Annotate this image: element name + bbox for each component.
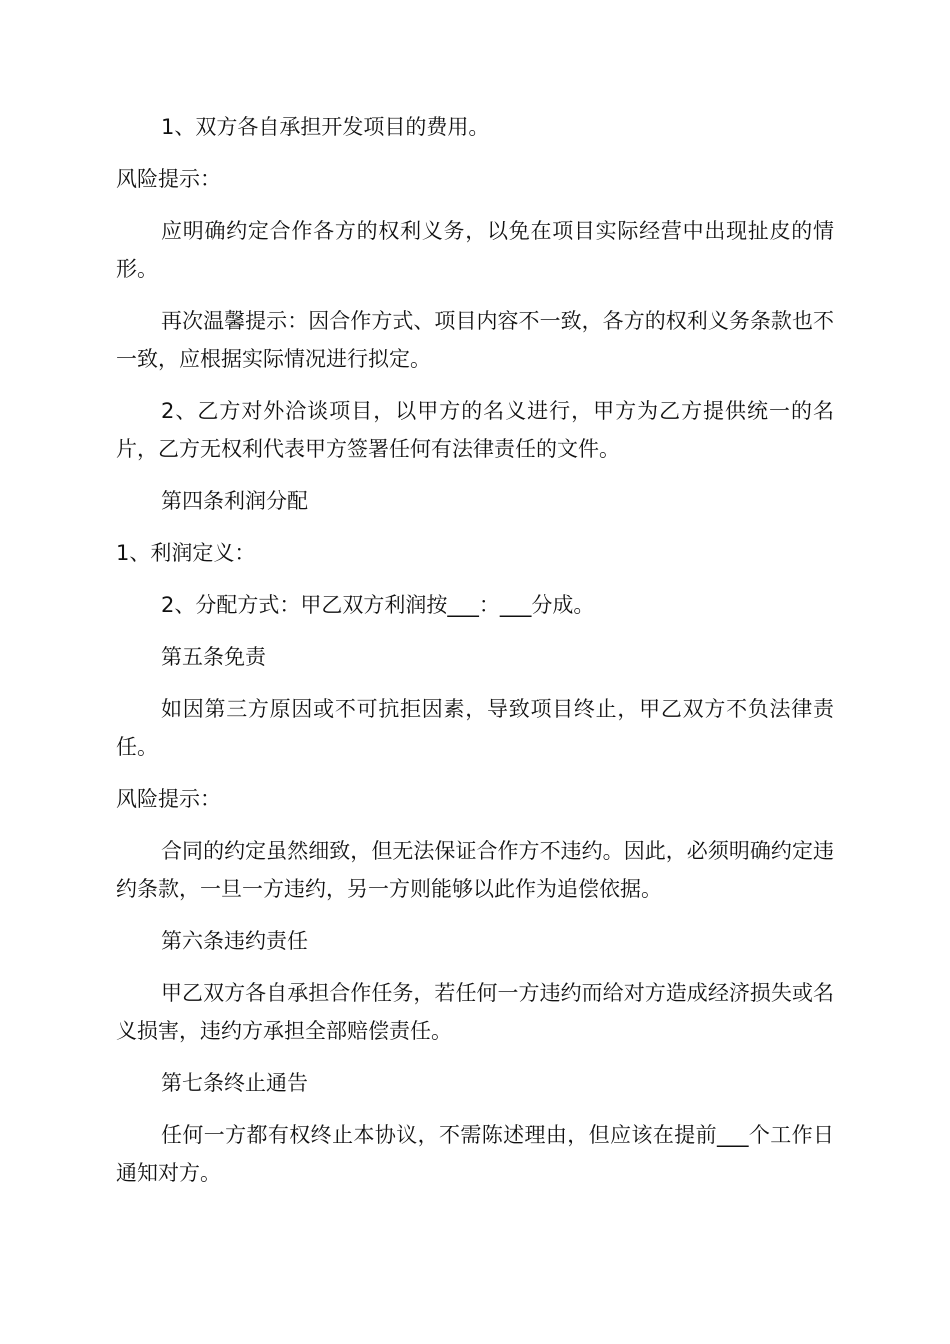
- article-6-heading: 第六条违约责任: [161, 929, 308, 953]
- termination-notice-text: 任何一方都有权终止本协议，不需陈述理由，但应该在提前___个工作日通知对方。: [116, 1123, 834, 1185]
- clause-1-costs: 1、双方各自承担开发项目的费用。: [161, 115, 490, 139]
- article-5-heading: 第五条免责: [161, 645, 266, 669]
- risk-tip-heading: 风险提示：: [116, 167, 221, 191]
- risk-tip-text-2: 合同的约定虽然细致，但无法保证合作方不违约。因此，必须明确约定违约条款，一旦一方违约，另一方则能够以此作为追偿依据。: [116, 839, 834, 901]
- risk-tip-text: 应明确约定合作各方的权利义务，以免在项目实际经营中出现扯皮的情形。: [116, 219, 834, 281]
- profit-distribution: 2、分配方式：甲乙双方利润按___：___分成。: [161, 593, 595, 617]
- article-4-heading: 第四条利润分配: [161, 489, 308, 513]
- reminder-text: 再次温馨提示：因合作方式、项目内容不一致，各方的权利义务条款也不一致，应根据实际情况进行拟定。: [116, 309, 834, 371]
- risk-tip-heading-2: 风险提示：: [116, 787, 221, 811]
- breach-liability-text: 甲乙双方各自承担合作任务，若任何一方违约而给对方造成经济损失或名义损害，违约方承担全部赔偿责任。: [116, 981, 834, 1043]
- clause-2-negotiation: 2、乙方对外洽谈项目，以甲方的名义进行，甲方为乙方提供统一的名片，乙方无权利代表甲方签署任何有法律责任的文件。: [116, 399, 834, 461]
- profit-definition: 1、利润定义：: [116, 541, 256, 565]
- document-body: [116, 108, 834, 1206]
- exemption-text: 如因第三方原因或不可抗拒因素，导致项目终止，甲乙双方不负法律责任。: [116, 697, 834, 759]
- article-7-heading: 第七条终止通告: [161, 1071, 308, 1095]
